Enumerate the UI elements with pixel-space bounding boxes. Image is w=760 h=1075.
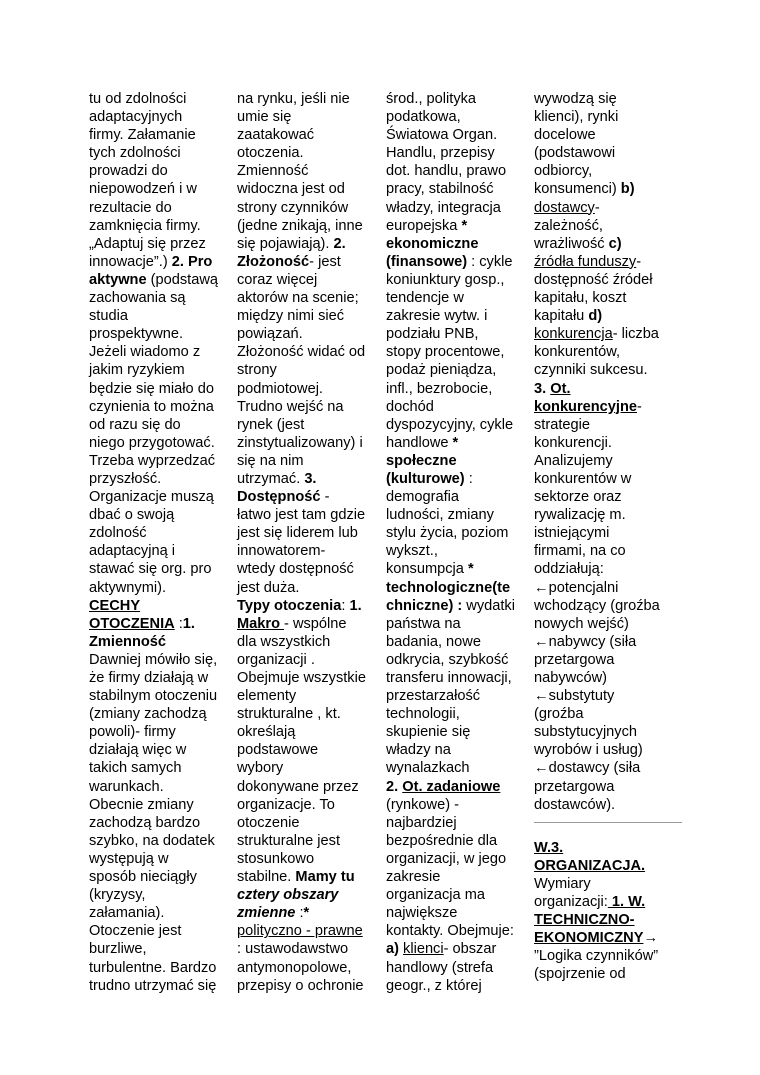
col4-letter-b: b) [620,181,635,198]
col1-heading-proactive: 2. Pro aktywne [89,253,213,288]
col3-text-1: środ., polityka podatkowa, Światowa Organ. Handlu, przepisy dot. handlu, prawo pracy, stabilność władzy, integracja europejska [386,91,507,234]
col2-heading-macro: Makro [237,615,285,632]
col1-text-2: (podstawą zachowania są studia prospektywne. Jeżeli wiadomo z jakim ryzykiem będzie się miało do czynienia to można od razu się do niego przygotować. Trzeba wyprzedzać przyszłość. Organizacje muszą dbać o swoją zdolność adaptacyjną i stawać się org. pro aktywnymi). [89,271,218,596]
col4-number-3: 3. [534,380,551,397]
col4-text-1: wywodzą się klienci), rynki docelowe (podstawowi odbiorcy, konsumenci) [534,91,619,198]
col3-letter-a: a) [386,941,399,958]
section-divider [534,822,682,823]
col3-heading-economic: * ekonomiczne (finansowe) [386,217,479,270]
col4-heading-organization: W.3. ORGANIZACJA. [534,839,646,874]
col2-colon: : [341,597,350,614]
text-column-2 [237,90,377,995]
col4-text-7: ”Logika czynników” (spojrzenie od [534,948,659,983]
arrow-left-icon: ← [534,633,549,650]
col2-heading-environment-types: Typy otoczenia [237,597,342,614]
col4-text-3: - dostępność źródeł kapitału, koszt kapitału [534,253,653,325]
arrow-left-icon: ← [534,760,549,777]
col4-text-5: - strategie konkurencji. Analizujemy konkurentów w sektorze oraz rywalizację m. istniejącymi firmami, na co oddziałują: [534,398,642,578]
arrow-right-icon: → [643,930,659,947]
text-column-1 [89,90,232,995]
col2-colon-2: : [295,905,304,922]
col4-heading-competitive-environment: Ot. konkurencyjne [534,380,638,415]
col2-text-3: - łatwo jest tam gdzie jest się liderem lub innowatorem- wtedy dostępność jest duża. [237,489,366,596]
col1-text-3: Dawniej mówiło się, że firmy działają w stabilnym otoczeniu (zmiany zachodzą powoli)- firmy działają więc w takich samych warunkach. Obecnie zmiany zachodzą bardzo szybko, na dodatek występują w sposób nieciągły (kryzysy, załamania). Otoczenie jest burzliwe, turbulentne. Bardzo trudno utrzymać się [89,651,218,994]
col3-text-6: - obszar handlowy (strefa geogr., z której [386,941,497,994]
col1-heading-environment-features: CECHY OTOCZENIA [89,597,175,632]
col2-text-2: - jest coraz więcej aktorów na scenie; między nimi sieć powiązań. Złożoność widać od strony podmiotowej. Trudno wejść na rynek (jest zinstytualizowany) i się na nim utrzymać. [237,253,366,487]
col2-text-5: : ustawodawstwo antymonopolowe, przepisy o ochronie [237,941,364,994]
col4-item-suppliers: dostawcy (siła przetargowa dostawców). [534,760,641,813]
col4-text-6: Wymiary organizacji: [534,875,608,911]
arrow-left-icon: ← [534,688,549,705]
arrow-left-icon: ← [534,579,549,596]
col3-number-2: 2. [386,778,403,795]
col4-letter-d: d) [588,308,603,325]
col2-number-1: 1. [349,597,362,614]
col2-heading-complexity: 2. Złożoność [237,235,346,270]
col4-text-4: - liczba konkurentów, czynniki sukcesu. [534,326,659,379]
col3-text-5: (rynkowe) - najbardziej bezpośrednie dla organizacji, w jego zakresie organizacja ma największe kontakty. Obejmuje: [386,796,514,940]
col2-bullet: * [303,905,310,922]
col4-item-substitutes: substytuty (groźba substytucyjnych wyrobów i usług) [534,688,643,759]
col4-competition: konkurencja [534,326,613,343]
col2-political-legal: polityczno - prawne [237,923,363,940]
col1-heading-variability: 1. Zmienność [89,615,195,650]
col4-item-buyers: nabywcy (siła przetargowa nabywców) [534,633,637,686]
col4-heading-techno-economic: 1. W. TECHNICZNO- EKONOMICZNY [534,894,646,947]
col3-text-3: : demografia ludności, zmiany stylu życia, poziom wykszt., konsumpcja [386,470,509,578]
col1-text-1: tu od zdolności adaptacyjnych firmy. Załamanie tych zdolności prowadzi do niepowodzeń i w rezultacie do zamknięcia firmy. „Adaptuj się przez innowacje”.) [89,91,206,270]
col4-text-2: - zależność, wrażliwość [534,199,605,252]
text-column-3 [386,90,526,995]
col3-heading-task-environment: Ot. zadaniowe [402,778,501,795]
col2-text-4: - wspólne dla wszystkich organizacji . Obejmuje wszystkie elementy strukturalne , kt. określają podstawowe wybory dokonywane przez organizacje. To otoczenie strukturalne jest stosunkowo stabilne. [237,615,366,886]
col1-colon: : [174,615,183,632]
col4-funding-sources: źródła funduszy [534,253,637,270]
col3-heading-social: * społeczne (kulturowe) [386,434,465,487]
col2-we-have-here: Mamy tu [295,869,355,886]
col4-suppliers: dostawcy [534,199,595,216]
col2-text-1: na rynku, jeśli nie umie się zaatakować otoczenia. Zmienność widoczna jest od strony czynników (jedne znikają, inne się pojawiają). [237,91,363,252]
col3-text-4: wydatki państwa na badania, nowe odkrycia, szybkość transferu innowacji, przestarzałość technologii, skupienie się władzy na wynalazkach [386,597,515,777]
col2-heading-accessibility: 3. Dostępność [237,470,321,506]
col3-text-2: : cykle koniunktury gosp., tendencje w zakresie wytw. i podziału PNB, stopy procentowe, podaż pieniądza, infl., bezrobocie, dochód dyspozycyjny, cykle handlowe [386,253,514,451]
col4-letter-c: c) [608,235,622,252]
col3-heading-technological: * technologiczne(te chniczne) : [386,561,511,614]
col2-four-areas: cztery obszary zmienne [237,887,339,922]
col3-clients: klienci [403,941,444,958]
text-column-4 [534,90,684,984]
col4-item-entrants: potencjalni wchodzący (groźba nowych wejść) [534,579,660,632]
